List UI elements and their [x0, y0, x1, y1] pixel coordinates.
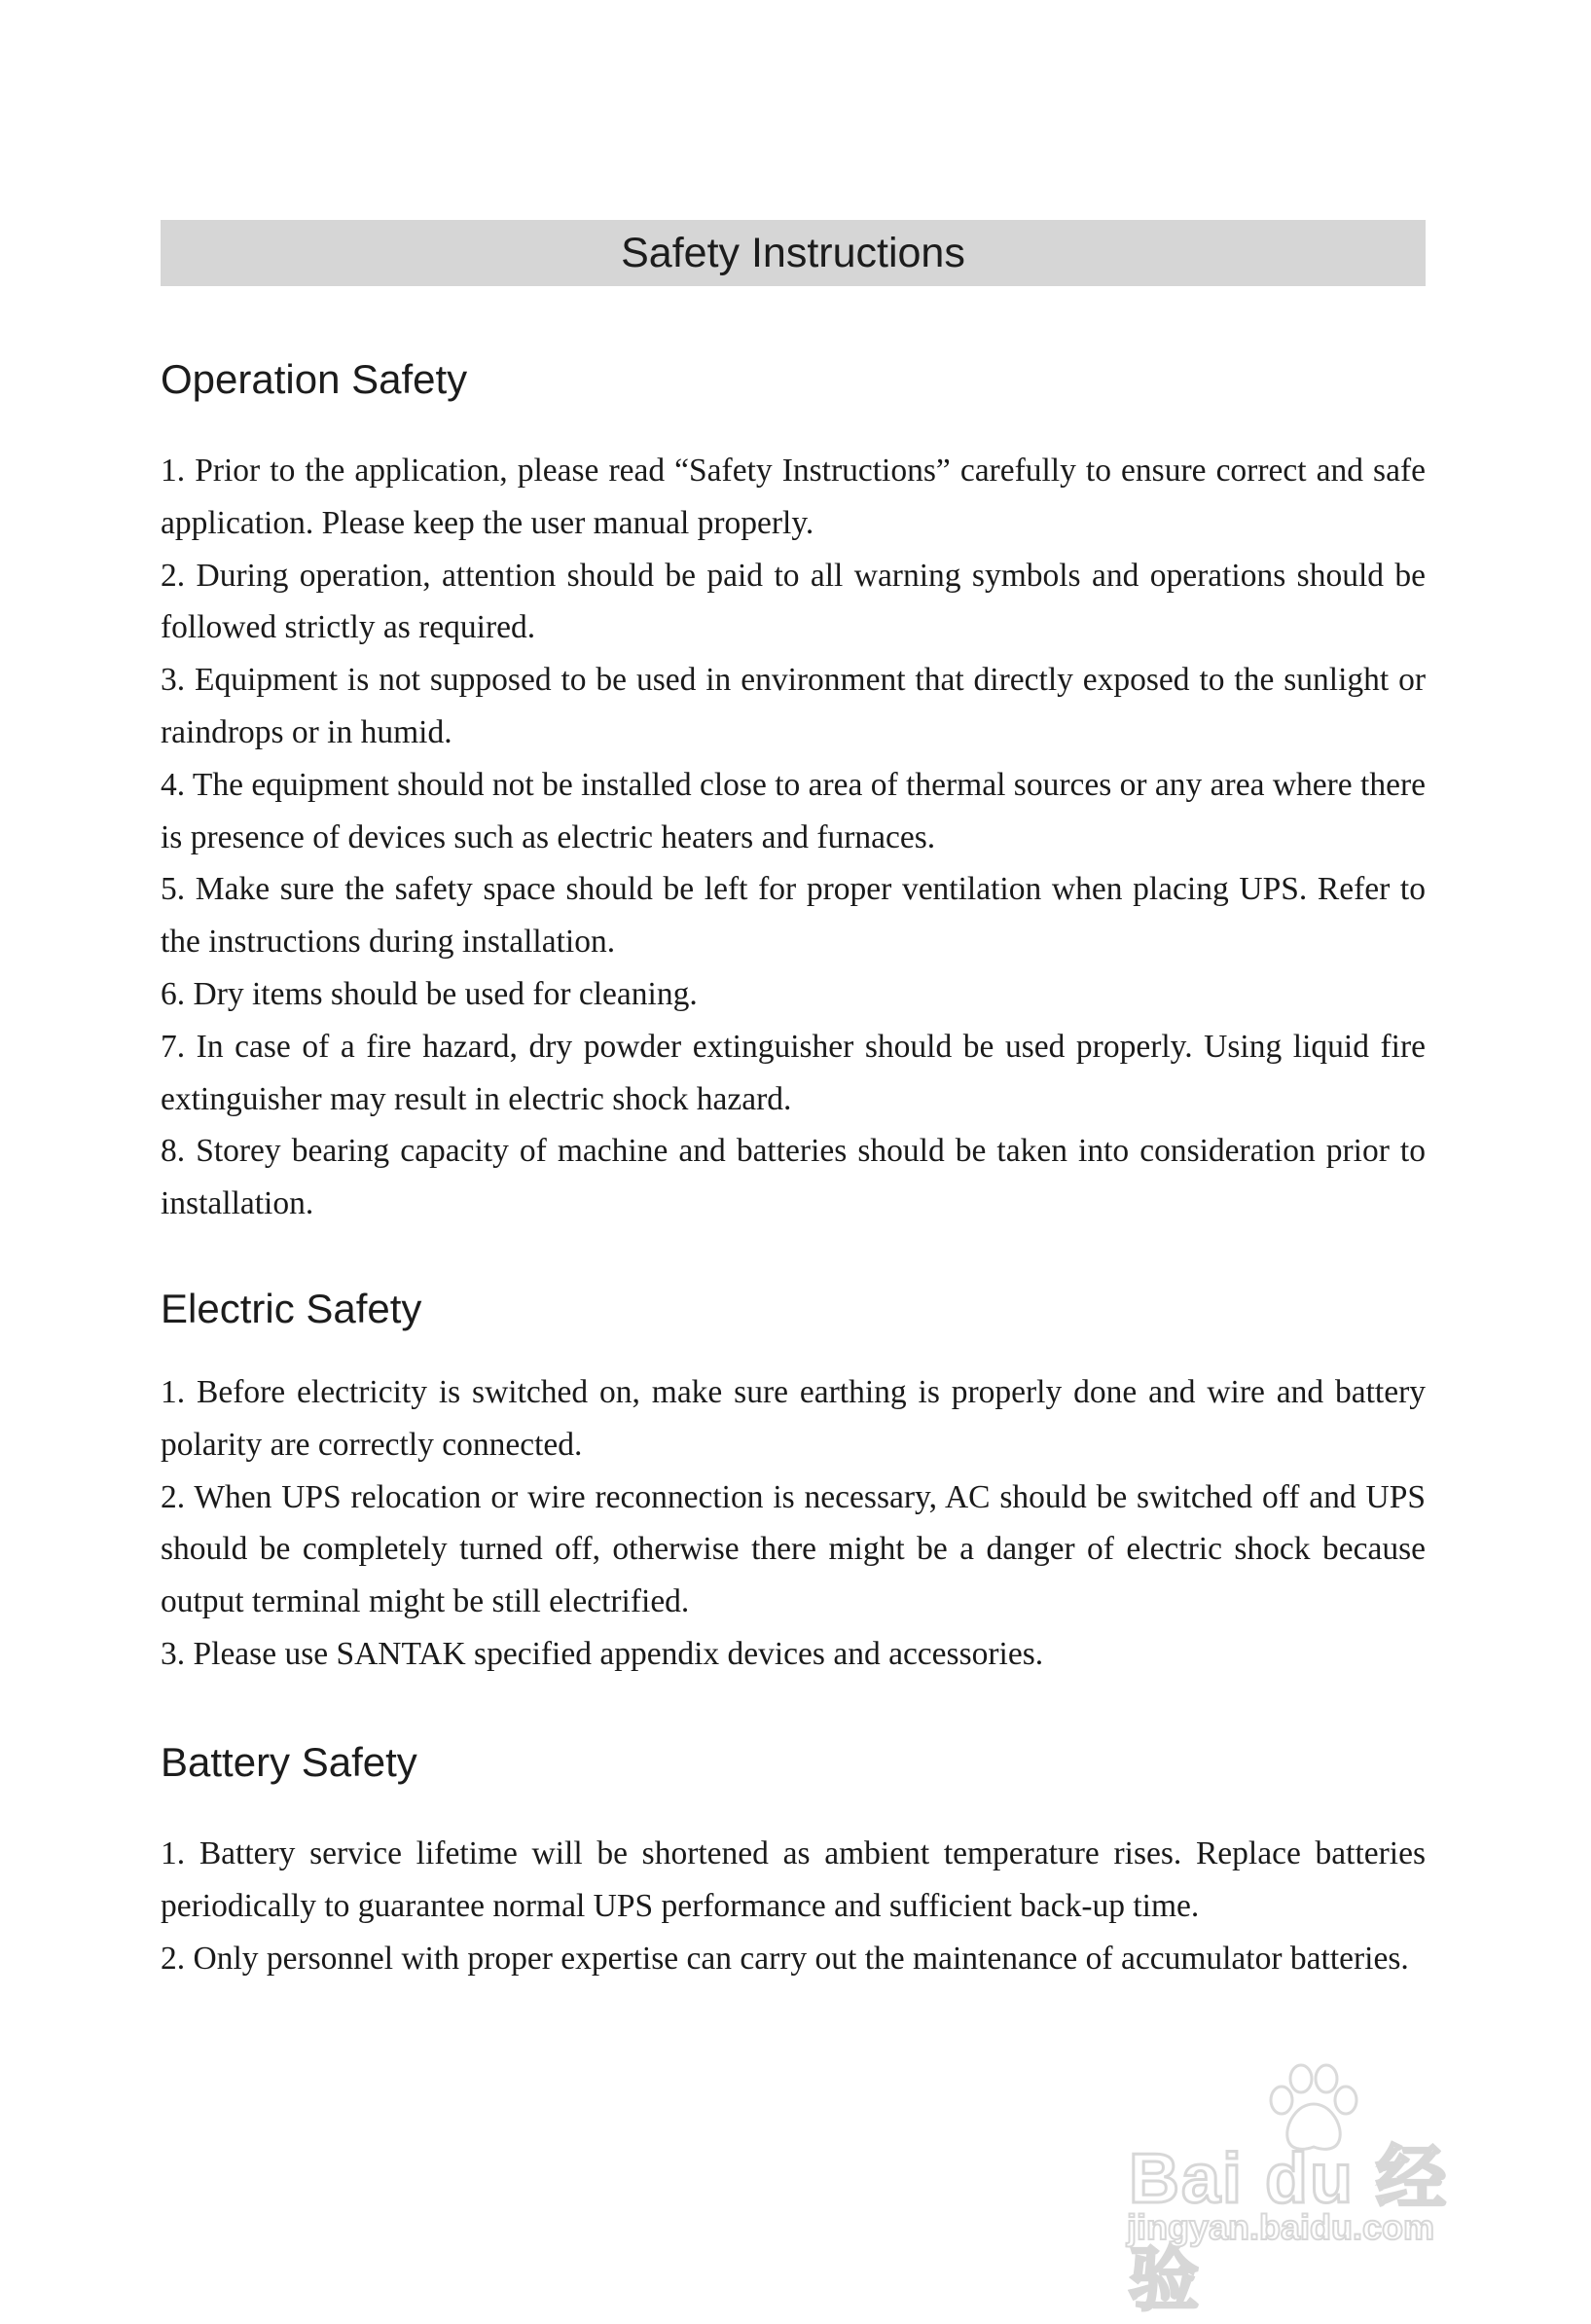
list-item: 2. Only personnel with proper expertise can carry out the maintenance of accumulator batteries.	[161, 1940, 1409, 1977]
list-item: 1. Before electricity is switched on, make sure earthing is properly done and wire and battery polarity are correctly connected.	[161, 1374, 1426, 1463]
section-heading: Operation Safety	[161, 356, 468, 402]
watermark-brand: Bai du 经验	[1129, 2140, 1449, 2319]
list-item: 2. When UPS relocation or wire reconnection is necessary, AC should be switched off and UPS should be completely turned off, otherwise there might be a danger of electric shock because output terminal might be still electrified.	[161, 1478, 1426, 1620]
list-item: 2. During operation, attention should be paid to all warning symbols and operations should be followed strictly as required.	[161, 557, 1426, 646]
list-item: 7. In case of a fire hazard, dry powder extinguisher should be used properly. Using liquid fire extinguisher may result in electric shock hazard.	[161, 1028, 1426, 1117]
list-item: 4. The equipment should not be installed close to area of thermal sources or any area where there is presence of devices such as electric heaters and furnaces.	[161, 766, 1426, 855]
section-heading: Battery Safety	[161, 1739, 417, 1785]
baidu-watermark	[1119, 2063, 1508, 2319]
list-item: 3. Equipment is not supposed to be used in environment that directly exposed to the sunlight or raindrops or in humid.	[161, 662, 1426, 750]
operation-safety-section	[161, 355, 1426, 1230]
page-title: Safety Instructions	[161, 220, 1426, 286]
section-heading: Electric Safety	[161, 1286, 422, 1331]
list-item: 3. Please use SANTAK specified appendix devices and accessories.	[161, 1635, 1044, 1672]
list-item: 8. Storey bearing capacity of machine and batteries should be taken into consideration prior to installation.	[161, 1133, 1426, 1222]
list-item: 5. Make sure the safety space should be left for proper ventilation when placing UPS. Refer to the instructions during installation.	[161, 871, 1426, 961]
electric-safety-section	[161, 1285, 1426, 1681]
list-item: 1. Prior to the application, please read “Safety Instructions” carefully to ensure correct and safe application. Please keep the user manual properly.	[161, 453, 1426, 541]
battery-safety-section	[161, 1738, 1426, 1984]
list-item: 6. Dry items should be used for cleaning.	[161, 975, 698, 1012]
instruction-list	[161, 1366, 1426, 1681]
instruction-list	[161, 1828, 1426, 1984]
instruction-list	[161, 445, 1426, 1230]
watermark-url: jingyan.baidu.com	[1127, 2207, 1435, 2247]
list-item: 1. Battery service lifetime will be shortened as ambient temperature rises. Replace batteries periodically to guarantee normal UPS performance and sufficient back-up time.	[161, 1835, 1426, 1924]
